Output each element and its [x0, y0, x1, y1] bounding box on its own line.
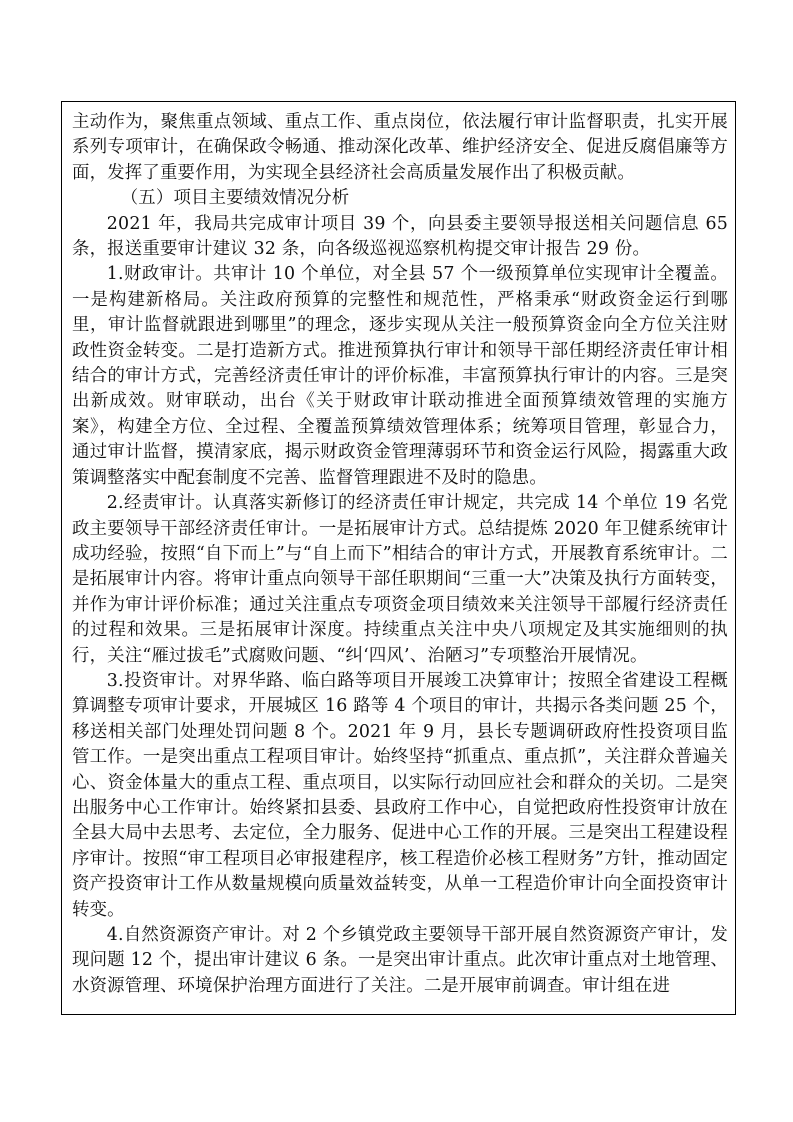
paragraph-fiscal-audit: 1.财政审计。共审计 10 个单位，对全县 57 个一级预算单位实现审计全覆盖。一是构建新格局。关注政府预算的完整性和规范性，严格秉承“财政资金运行到哪里，审计监督就跟进到哪里”的理念，逐步实现从关注一般预算资金向全方位关注财政性资金转变。二是打造新方式。推进预算执行审计和领导干部任期经济责任审计相结合的审计方式，完善经济责任审计的评价标准，丰富预算执行审计的内容。三是突出新成效。财审联动，出台《关于财政审计联动推进全面预算绩效管理的实施方案》，构建全方位、全过程、全覆盖预算绩效管理体系；统筹项目管理，彰显合力，通过审计监督，摸清家底，揭示财政资金管理薄弱环节和资金运行风险，揭露重大政策调整落实中配套制度不完善、监督管理跟进不及时的隐患。 [72, 264, 728, 488]
paragraph-economic-responsibility-audit: 2.经责审计。认真落实新修订的经济责任审计规定，共完成 14 个单位 19 名党政主要领导干部经济责任审计。一是拓展审计方式。总结提炼 2020 年卫健系统审计成功经验，按照“自下而上”与“自上而下”相结合的审计方式，开展教育系统审计。二是拓展审计内容。将审计重点向领导干部任职期间“三重一大”决策及执行方面转变，并作为审计评价标准；通过关注重点专项资金项目绩效来关注领导干部履行经济责任的过程和效果。三是拓展审计深度。持续重点关注中央八项规定及其实施细则的执行，关注“雁过拔毛”式腐败问题、“纠‘四风’、治陋习”专项整治开展情况。 [72, 493, 728, 666]
document-frame [61, 101, 736, 1015]
document-body [72, 110, 728, 999]
paragraph-summary: 2021 年，我局共完成审计项目 39 个，向县委主要领导报送相关问题信息 65 条，报送重要审计建议 32 条，向各级巡视巡察机构提交审计报告 29 份。 [72, 213, 728, 260]
paragraph-natural-resources-audit: 4.自然资源资产审计。对 2 个乡镇党政主要领导干部开展自然资源资产审计，发现问题 12 个，提出审计建议 6 条。一是突出审计重点。此次审计重点对土地管理、水资源管理、环境保护治理方面进行了关注。二是开展审前调查。审计组在进 [72, 925, 728, 996]
paragraph-investment-audit: 3.投资审计。对界华路、临白路等项目开展竣工决算审计；按照全省建设工程概算调整专项审计要求，开展城区 16 路等 4 个项目的审计，共揭示各类问题 25 个，移送相关部门处理处罚问题 8 个。2021 年 9 月，县长专题调研政府性投资项目监管工作。一是突出重点工程项目审计。始终坚持“抓重点、重点抓”，关注群众普遍关心、资金体量大的重点工程、重点项目，以实际行动回应社会和群众的关切。二是突出服务中心工作审计。始终紧扣县委、县政府工作中心，自觉把政府性投资审计放在全县大局中去思考、去定位，全力服务、促进中心工作的开展。三是突出工程建设程序审计。按照“审工程项目必审报建程序，核工程造价必核工程财务”方针，推动固定资产投资审计工作从数量规模向质量效益转变，从单一工程造价审计向全面投资审计转变。 [72, 670, 728, 920]
paragraph-continuation: 主动作为，聚焦重点领域、重点工作、重点岗位，依法履行审计监督职责，扎实开展系列专项审计，在确保政令畅通、推动深化改革、维护经济安全、促进反腐倡廉等方面，发挥了重要作用，为实现全县经济社会高质量发展作出了积极贡献。 [72, 112, 728, 183]
section-heading: （五）项目主要绩效情况分析 [120, 188, 350, 209]
